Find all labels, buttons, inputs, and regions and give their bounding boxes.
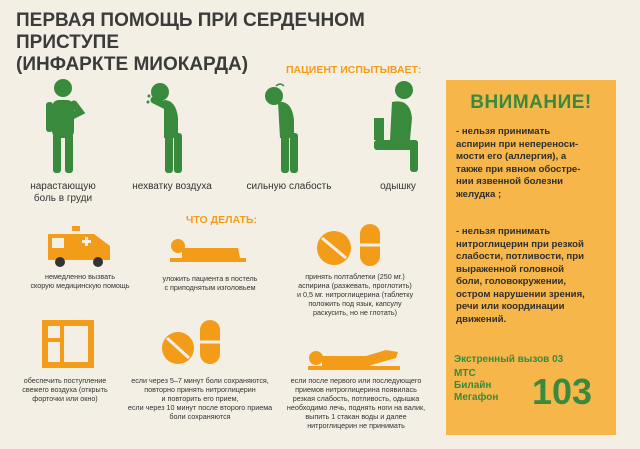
warning-nitro-text: - нельзя принимать нитроглицерин при резкой слабости, потливости, при выраженной головной боли, головокружении, остром нарушении зрения, речи или координации движений. bbox=[456, 226, 585, 325]
step-label-lie-down: уложить пациента в постель с приподнятым изголовьем bbox=[162, 274, 258, 292]
pills-icon bbox=[310, 222, 390, 268]
emergency-title: Экстренный вызов 03 bbox=[454, 354, 564, 365]
warning-panel bbox=[446, 80, 616, 435]
chest-pain-figure-icon bbox=[38, 78, 88, 178]
coughing-figure-icon bbox=[146, 78, 196, 178]
step-label-weakness-action: если после первого или последующего приемов нитроглицерина появилась резкая слабость, потливость, одышка необходимо лечь, поднять ноги на валик, выпить 1 стакан воды и далее нитроглицерин не принимать bbox=[286, 376, 426, 430]
weak-figure-icon bbox=[262, 78, 312, 178]
symptom-label-chest-pain: нарастающую боль в груди bbox=[30, 181, 96, 204]
title-line-1: ПЕРВАЯ ПОМОЩЬ ПРИ СЕРДЕЧНОМ ПРИСТУПЕ bbox=[16, 10, 365, 53]
lying-patient-icon bbox=[168, 236, 248, 266]
todo-heading: ЧТО ДЕЛАТЬ: bbox=[186, 214, 257, 226]
warning-aspirin-text: - нельзя принимать аспирин при непереноси- мости его (аллергия), а также при явном обостре- нии язвенной болезни желудка ; bbox=[456, 126, 581, 200]
ambulance-icon bbox=[44, 224, 114, 268]
step-label-repeat-nitro: если через 5–7 минут боли сохраняются, повторно принять нитроглицерин и повторить его прием, если через 10 минут после второго приема боли сохраняются bbox=[127, 376, 273, 421]
step-label-ambulance: немедленно вызвать скорую медицинскую помощь bbox=[30, 272, 130, 290]
symptom-label-breath: нехватку воздуха bbox=[132, 181, 212, 192]
title-line-2: (ИНФАРКТЕ МИОКАРДА) bbox=[16, 54, 249, 75]
symptoms-heading: ПАЦИЕНТ ИСПЫТЫВАЕТ: bbox=[286, 64, 422, 76]
symptom-label-weakness: сильную слабость bbox=[246, 181, 332, 192]
sitting-figure-icon bbox=[370, 78, 430, 178]
step-label-aspirin: принять полтаблетки (250 мг.) аспирина (разжевать, проглотить) и 0,5 мг. нитроглицерина (таблетку положить под язык, капсулу раскусить, но не глотать) bbox=[296, 272, 414, 317]
operator-beeline: Билайн bbox=[454, 380, 492, 391]
pills-icon bbox=[158, 318, 228, 368]
legs-raised-icon bbox=[306, 344, 402, 372]
step-label-fresh-air: обеспечить поступление свежего воздуха (открыть форточки или окно) bbox=[22, 376, 108, 403]
window-icon bbox=[40, 318, 96, 370]
emergency-number: 103 bbox=[532, 371, 593, 412]
operator-mts: МТС bbox=[454, 368, 476, 379]
symptom-label-dyspnea: одышку bbox=[380, 181, 416, 192]
warning-title: ВНИМАНИЕ! bbox=[470, 92, 592, 113]
operator-megafon: Мегафон bbox=[454, 392, 499, 403]
